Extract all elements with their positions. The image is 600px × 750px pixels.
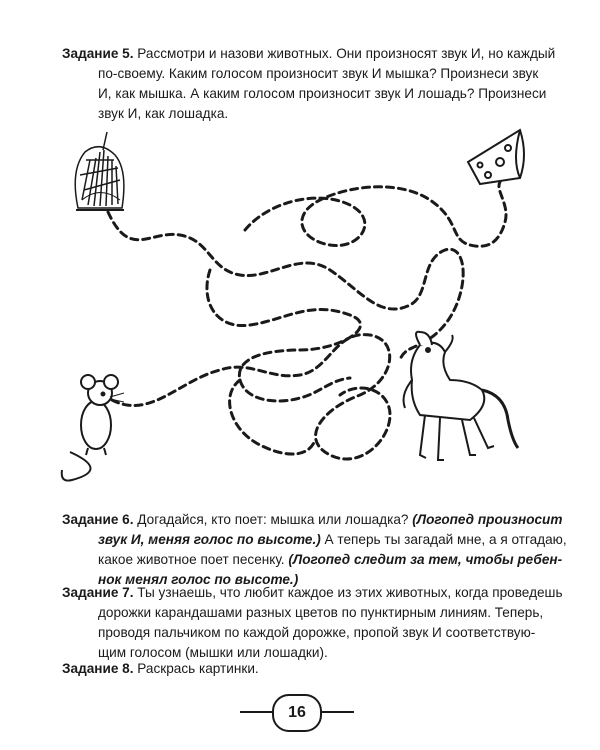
hay-stack-icon (75, 132, 124, 210)
path-network-c (230, 380, 315, 454)
page-number-rule-left (240, 711, 272, 713)
task-5-label: Задание 5. (62, 46, 134, 61)
task-6-line-3: какое животное поет песенку. (Логопед следит за тем, чтобы ребен- (98, 552, 563, 567)
path-network-b (207, 270, 361, 401)
path-mouse-to-cheese (112, 335, 390, 459)
task-7-line-3: проводя пальчиком по каждой дорожке, пропой звук И соответствую- (98, 625, 536, 640)
task-7-label: Задание 7. (62, 585, 134, 600)
task-8-paragraph (62, 659, 548, 679)
task-7-line-2: дорожки карандашами разных цветов по пунктирным линиям. Теперь, (98, 605, 544, 620)
path-hay-to-horse (108, 212, 463, 360)
task-6-label: Задание 6. (62, 512, 134, 527)
task-8-label: Задание 8. (62, 661, 134, 676)
task-6-line-2: звук И, меняя голос по высоте.) А теперь ты загадай мне, а я отгадаю, (98, 532, 567, 547)
task-5-line-1: Задание 5. Рассмотри и назови животных. Они произносят звук И, но каждый (62, 46, 556, 61)
task-8-line-1: Задание 8. Раскрась картинки. (62, 661, 259, 676)
task-7-line-4: щим голосом (мышки или лошадки). (98, 645, 328, 660)
path-network-a (245, 182, 506, 246)
task-5-line-4: звук И, как лошадка. (98, 106, 229, 121)
page-number: 16 (272, 694, 322, 732)
task-5-line-3: И, как мышка. А каким голосом произносит звук И лошадь? Произнеси (98, 86, 547, 101)
task-6-line-1: Задание 6. Догадайся, кто поет: мышка или лошадка? (Логопед произносит (62, 512, 563, 527)
task-7-line-1: Задание 7. Ты узнаешь, что любит каждое из этих животных, когда проведешь (62, 585, 563, 600)
page-footer (0, 690, 600, 734)
cheese-icon (468, 130, 524, 184)
mouse-icon (62, 375, 124, 481)
page-number-rule-right (322, 711, 354, 713)
task-6-line-4: нок менял голос по высоте.) (98, 572, 299, 587)
task-7-paragraph (62, 583, 563, 663)
task-6-paragraph (62, 510, 567, 590)
task-5-line-2: по-своему. Каким голосом произносит звук И мышка? Произнеси звук (98, 66, 539, 81)
horse-icon (404, 332, 518, 460)
